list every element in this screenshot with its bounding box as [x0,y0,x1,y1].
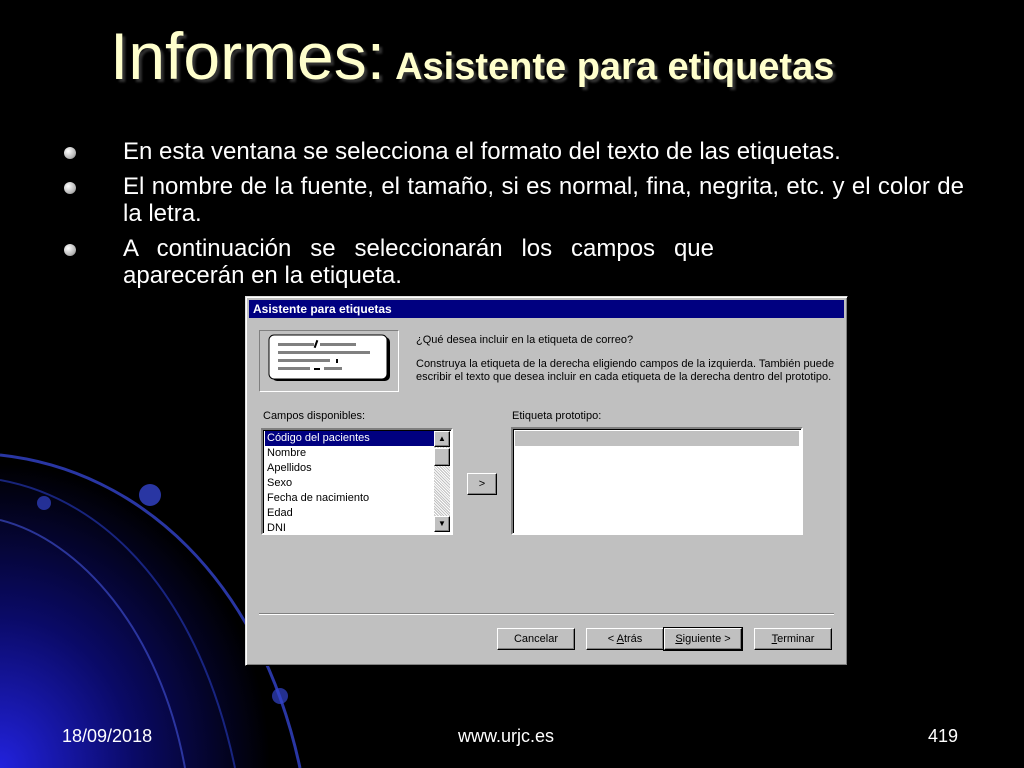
prototype-label-editor[interactable] [511,427,803,535]
bullet-text: El nombre de la fuente, el tamaño, si es normal, fina, negrita, etc. y el color de la letra. [123,173,964,227]
bullet-icon [64,244,76,256]
slide-title-sub: Asistente para etiquetas [395,46,835,88]
slide-title-main: Informes: [110,19,386,93]
bullet-text: En esta ventana se selecciona el formato del texto de las etiquetas. [123,138,841,165]
label-wizard-dialog [245,296,848,666]
bullet-item [60,138,964,165]
bullet-item [60,235,964,289]
wizard-instructions [416,334,836,395]
list-item[interactable]: Edad [267,507,293,519]
bullet-icon [64,182,76,194]
list-item[interactable]: Nombre [267,447,307,459]
footer-url: www.urjc.es [458,726,555,746]
back-button[interactable]: < Atrás [586,628,664,650]
bullet-icon [64,147,76,159]
wizard-description: Construya la etiqueta de la derecha eligiendo campos de la izquierda. También puede escribir el texto que desea incluir en cada etiqueta de la derecha dentro del prototipo. [416,358,835,383]
dialog-separator [259,613,834,615]
fields-scrollbar[interactable] [434,431,450,532]
wizard-question: ¿Qué desea incluir en la etiqueta de correo? [416,334,634,346]
list-item[interactable]: Fecha de nacimiento [267,492,370,504]
list-item[interactable]: Apellidos [267,462,312,474]
label-illustration [259,330,399,392]
scroll-up-icon[interactable]: ▲ [434,431,450,447]
bullet-text: A continuación se seleccionarán los campos que aparecerán en la etiqueta. [123,235,714,289]
footer-date: 18/09/2018 [62,726,153,746]
list-item[interactable]: DNI [267,522,286,534]
prototype-label: Etiqueta prototipo: [512,410,602,422]
next-button[interactable]: Siguiente > [664,628,742,650]
bullet-item [60,173,964,227]
slide-title [110,18,834,94]
bullet-list [60,138,964,297]
available-fields-listbox[interactable] [261,428,453,535]
cancel-button[interactable]: Cancelar [497,628,575,650]
prototype-current-line[interactable] [515,431,799,446]
add-field-button[interactable]: > [467,473,497,495]
dialog-titlebar[interactable]: Asistente para etiquetas [249,300,844,318]
footer-page-number: 419 [928,726,959,746]
list-item[interactable]: Código del pacientes [265,431,435,446]
available-fields-label: Campos disponibles: [263,410,366,422]
label-preview-icon [260,331,398,391]
scroll-down-icon[interactable]: ▼ [434,516,450,532]
finish-button[interactable]: Terminar [754,628,832,650]
scroll-thumb[interactable] [434,448,450,466]
list-item[interactable]: Sexo [267,477,293,489]
